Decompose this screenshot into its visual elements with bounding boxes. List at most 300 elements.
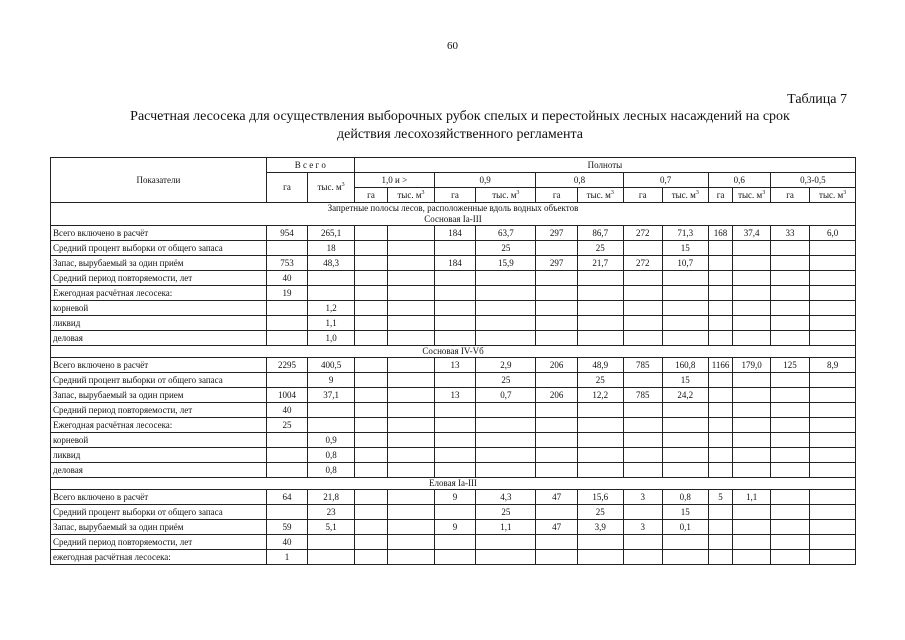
table-cell: [577, 535, 623, 550]
table-cell: 184: [434, 226, 475, 241]
table-cell: [662, 448, 708, 463]
zone-title: Запретные полосы лесов, расположенные вдоль водных объектов: [51, 203, 856, 215]
table-cell: 4,3: [476, 490, 536, 505]
table-cell: [770, 286, 809, 301]
table-cell: [810, 535, 856, 550]
table-cell: 0,8: [308, 463, 355, 478]
table-cell: [662, 433, 708, 448]
title-line-2: действия лесохозяйственного регламента: [336, 127, 583, 142]
row-label: Всего включено в расчёт: [51, 490, 267, 505]
table-cell: 1: [266, 550, 307, 565]
row-label: Средний процент выборки от общего запаса: [51, 373, 267, 388]
table-cell: [434, 505, 475, 520]
table-cell: 40: [266, 535, 307, 550]
table-cell: [476, 418, 536, 433]
table-cell: [536, 418, 577, 433]
table-cell: 15: [662, 505, 708, 520]
table-body: [51, 203, 856, 565]
row-label: ликвид: [51, 448, 267, 463]
table-cell: [810, 520, 856, 535]
table-cell: [623, 271, 662, 286]
table-cell: 1,1: [733, 490, 770, 505]
table-cell: [733, 433, 770, 448]
table-cell: [810, 433, 856, 448]
table-cell: [733, 286, 770, 301]
row-label: Всего включено в расчёт: [51, 226, 267, 241]
table-cell: [623, 403, 662, 418]
row-label: ежегодная расчётная лесосека:: [51, 550, 267, 565]
table-cell: [476, 535, 536, 550]
table-cell: [708, 316, 733, 331]
table-cell: [810, 388, 856, 403]
table-cell: [810, 463, 856, 478]
table-cell: [388, 358, 435, 373]
table-cell: 1,1: [476, 520, 536, 535]
table-cell: [708, 433, 733, 448]
table-cell: 297: [536, 226, 577, 241]
table-cell: 33: [770, 226, 809, 241]
sub-m3: тыс. $м^3$: [388, 188, 435, 203]
table-cell: [536, 331, 577, 346]
table-cell: [388, 388, 435, 403]
table-cell: 47: [536, 490, 577, 505]
table-cell: [770, 301, 809, 316]
table-cell: [388, 256, 435, 271]
table-number: Таблица 7: [787, 92, 847, 107]
table-cell: 21,7: [577, 256, 623, 271]
table-cell: [388, 520, 435, 535]
sub-m3: тыс. $м^3$: [662, 188, 708, 203]
table-cell: 21,8: [308, 490, 355, 505]
table-cell: 25: [476, 505, 536, 520]
table-cell: [434, 418, 475, 433]
table-cell: 1166: [708, 358, 733, 373]
table-row: [51, 463, 856, 478]
header-indicators: Показатели: [51, 158, 267, 203]
table-cell: 6,0: [810, 226, 856, 241]
table-cell: [434, 373, 475, 388]
table-cell: 71,3: [662, 226, 708, 241]
table-cell: [476, 316, 536, 331]
table-cell: 64: [266, 490, 307, 505]
table-cell: [810, 331, 856, 346]
table-cell: [388, 271, 435, 286]
sub-ha: га: [434, 188, 475, 203]
table-cell: 23: [308, 505, 355, 520]
table-cell: [266, 505, 307, 520]
table-cell: [770, 403, 809, 418]
table-cell: [434, 331, 475, 346]
row-label: корневой: [51, 433, 267, 448]
table-cell: [733, 388, 770, 403]
table-cell: [770, 550, 809, 565]
table-cell: [770, 490, 809, 505]
table-cell: [354, 448, 387, 463]
table-cell: 25: [476, 241, 536, 256]
table-cell: [810, 286, 856, 301]
table-cell: [623, 550, 662, 565]
table-cell: [810, 373, 856, 388]
header-row-1: [51, 158, 856, 173]
table-row: [51, 373, 856, 388]
table-cell: [577, 550, 623, 565]
header-group-3: 0,8: [536, 173, 623, 188]
table-cell: [733, 418, 770, 433]
table-cell: [476, 463, 536, 478]
table-cell: 206: [536, 358, 577, 373]
table-cell: [266, 433, 307, 448]
table-cell: 9: [308, 373, 355, 388]
table-cell: [770, 463, 809, 478]
table-title: [60, 108, 860, 144]
page-number: 60: [447, 40, 458, 52]
table-cell: [354, 520, 387, 535]
table-cell: 168: [708, 226, 733, 241]
table-cell: [388, 286, 435, 301]
table-cell: 125: [770, 358, 809, 373]
table-cell: 0,1: [662, 520, 708, 535]
table-cell: 1004: [266, 388, 307, 403]
table-cell: 37,1: [308, 388, 355, 403]
table-cell: [708, 505, 733, 520]
header-group-4: 0,7: [623, 173, 708, 188]
table-cell: 1,0: [308, 331, 355, 346]
table-cell: [536, 373, 577, 388]
table-cell: 2295: [266, 358, 307, 373]
table-cell: [266, 241, 307, 256]
table-cell: 47: [536, 520, 577, 535]
table-cell: [623, 463, 662, 478]
header-group-1: 1,0 и >: [354, 173, 434, 188]
table-cell: [266, 301, 307, 316]
sub-ha: га: [536, 188, 577, 203]
table-cell: [388, 418, 435, 433]
table-cell: [733, 373, 770, 388]
table-cell: [662, 403, 708, 418]
table-cell: 48,3: [308, 256, 355, 271]
table-cell: [708, 463, 733, 478]
table-cell: [577, 433, 623, 448]
table-cell: [770, 316, 809, 331]
table-cell: [770, 388, 809, 403]
table-cell: [662, 535, 708, 550]
table-cell: [708, 241, 733, 256]
table-cell: [708, 301, 733, 316]
row-label: деловая: [51, 463, 267, 478]
table-cell: 25: [577, 241, 623, 256]
table-cell: [733, 256, 770, 271]
table-cell: [308, 271, 355, 286]
table-cell: [476, 433, 536, 448]
table-row: [51, 388, 856, 403]
table-row: [51, 271, 856, 286]
table-cell: [476, 301, 536, 316]
table-row: [51, 241, 856, 256]
table-cell: [810, 403, 856, 418]
table-cell: 753: [266, 256, 307, 271]
table-cell: [434, 316, 475, 331]
table-cell: [733, 520, 770, 535]
table-cell: [388, 241, 435, 256]
table-cell: 3: [623, 520, 662, 535]
table-cell: 0,7: [476, 388, 536, 403]
row-label: Запас, вырубаемый за один приём: [51, 520, 267, 535]
table-cell: [623, 241, 662, 256]
table-cell: [810, 241, 856, 256]
table-cell: [810, 490, 856, 505]
table-cell: [308, 418, 355, 433]
table-cell: [536, 241, 577, 256]
table-cell: [354, 301, 387, 316]
table-cell: [577, 463, 623, 478]
table-cell: [733, 331, 770, 346]
row-label: ликвид: [51, 316, 267, 331]
sub-m3: тыс. $м^3$: [476, 188, 536, 203]
section-title-row: [51, 478, 856, 490]
table-cell: [577, 316, 623, 331]
table-cell: [733, 271, 770, 286]
table-cell: [434, 463, 475, 478]
table-cell: [623, 301, 662, 316]
table-cell: 13: [434, 388, 475, 403]
table-cell: 400,5: [308, 358, 355, 373]
table-cell: [733, 463, 770, 478]
table-cell: [770, 520, 809, 535]
table-cell: [476, 271, 536, 286]
table-cell: 5,1: [308, 520, 355, 535]
table-row: [51, 403, 856, 418]
table-cell: 5: [708, 490, 733, 505]
table-cell: [536, 316, 577, 331]
table-cell: 59: [266, 520, 307, 535]
table-cell: 265,1: [308, 226, 355, 241]
table-cell: [388, 316, 435, 331]
table-cell: 272: [623, 256, 662, 271]
table-cell: [354, 316, 387, 331]
table-cell: [733, 301, 770, 316]
section-title: Сосновая Ia-III: [51, 214, 856, 226]
table-cell: [623, 373, 662, 388]
table-row: [51, 490, 856, 505]
table-cell: [354, 331, 387, 346]
row-label: Средний период повторяемости, лет: [51, 403, 267, 418]
table-row: [51, 433, 856, 448]
table-cell: [354, 373, 387, 388]
table-cell: [354, 418, 387, 433]
table-cell: [476, 286, 536, 301]
title-line-1: Расчетная лесосека для осуществления выборочных рубок спелых и перестойных лесных насаждений на срок: [130, 109, 790, 124]
table-cell: [770, 448, 809, 463]
sub-ha: га: [770, 188, 809, 203]
table-cell: [434, 241, 475, 256]
table-cell: [708, 448, 733, 463]
table-cell: 785: [623, 388, 662, 403]
table-cell: [354, 463, 387, 478]
table-cell: [476, 403, 536, 418]
table-cell: [733, 403, 770, 418]
table-cell: [623, 448, 662, 463]
table-cell: [662, 301, 708, 316]
row-label: Ежегодная расчётная лесосека:: [51, 418, 267, 433]
table-cell: [434, 286, 475, 301]
row-label: Средний период повторяемости, лет: [51, 271, 267, 286]
table-cell: [708, 373, 733, 388]
table-cell: [434, 433, 475, 448]
row-label: Всего включено в расчёт: [51, 358, 267, 373]
table-cell: 2,9: [476, 358, 536, 373]
table-cell: [623, 286, 662, 301]
table-cell: [434, 271, 475, 286]
table-cell: [266, 316, 307, 331]
table-row: [51, 286, 856, 301]
table-cell: [354, 505, 387, 520]
table-cell: 12,2: [577, 388, 623, 403]
table-cell: [708, 271, 733, 286]
table-cell: [577, 418, 623, 433]
table-cell: 15: [662, 373, 708, 388]
row-label: Ежегодная расчётная лесосека:: [51, 286, 267, 301]
table-cell: [536, 271, 577, 286]
table-cell: [810, 448, 856, 463]
table-cell: 1,1: [308, 316, 355, 331]
table-cell: 37,4: [733, 226, 770, 241]
table-cell: [662, 463, 708, 478]
table-cell: [577, 448, 623, 463]
table-cell: [577, 301, 623, 316]
table-cell: 0,9: [308, 433, 355, 448]
table-cell: [388, 463, 435, 478]
table-cell: 19: [266, 286, 307, 301]
table-cell: [536, 403, 577, 418]
table-cell: 8,9: [810, 358, 856, 373]
row-label: Средний процент выборки от общего запаса: [51, 241, 267, 256]
table-cell: [388, 331, 435, 346]
table-cell: [577, 331, 623, 346]
row-label: Средний процент выборки от общего запаса: [51, 505, 267, 520]
table-cell: 297: [536, 256, 577, 271]
table-cell: [770, 418, 809, 433]
table-cell: [476, 448, 536, 463]
table-cell: [354, 490, 387, 505]
header-total-ha: га: [266, 173, 307, 203]
table-cell: [388, 301, 435, 316]
table-row: [51, 535, 856, 550]
table-cell: [708, 535, 733, 550]
table-cell: 18: [308, 241, 355, 256]
table-cell: 25: [476, 373, 536, 388]
table-cell: [623, 433, 662, 448]
table-cell: [266, 331, 307, 346]
row-label: корневой: [51, 301, 267, 316]
forest-cut-table: [50, 157, 856, 565]
table-cell: 10,7: [662, 256, 708, 271]
table-row: [51, 316, 856, 331]
table-row: [51, 256, 856, 271]
table-row: [51, 418, 856, 433]
table-cell: 3,9: [577, 520, 623, 535]
table-cell: [388, 373, 435, 388]
table-cell: 25: [266, 418, 307, 433]
table-cell: [354, 256, 387, 271]
table-cell: [733, 241, 770, 256]
row-label: Запас, вырубаемый за один приём: [51, 256, 267, 271]
table-cell: [662, 316, 708, 331]
table-cell: [623, 418, 662, 433]
table-cell: 15,9: [476, 256, 536, 271]
section-title-row: [51, 346, 856, 358]
table-cell: 184: [434, 256, 475, 271]
table-cell: [810, 301, 856, 316]
table-cell: 785: [623, 358, 662, 373]
table-cell: [354, 433, 387, 448]
header-group-5: 0,6: [708, 173, 770, 188]
sub-ha: га: [623, 188, 662, 203]
table-cell: [536, 505, 577, 520]
table-cell: [733, 316, 770, 331]
table-cell: [733, 550, 770, 565]
table-cell: [708, 388, 733, 403]
table-cell: 0,8: [662, 490, 708, 505]
sub-ha: га: [708, 188, 733, 203]
table-cell: [354, 241, 387, 256]
sub-m3: тыс. $м^3$: [733, 188, 770, 203]
table-cell: 86,7: [577, 226, 623, 241]
table-cell: [577, 403, 623, 418]
section-title: Сосновая IV-Vб: [51, 346, 856, 358]
table-cell: [623, 505, 662, 520]
table-cell: [536, 301, 577, 316]
table-cell: [810, 418, 856, 433]
table-cell: [708, 418, 733, 433]
table-cell: 40: [266, 403, 307, 418]
table-cell: [770, 331, 809, 346]
table-cell: [733, 505, 770, 520]
table-cell: [708, 286, 733, 301]
table-cell: [354, 358, 387, 373]
table-cell: 25: [577, 505, 623, 520]
table-row: [51, 520, 856, 535]
table-cell: [388, 448, 435, 463]
table-cell: [770, 271, 809, 286]
table-cell: [623, 316, 662, 331]
table-cell: [708, 520, 733, 535]
table-cell: [733, 535, 770, 550]
table-cell: [434, 550, 475, 565]
table-cell: [662, 271, 708, 286]
table-cell: [770, 241, 809, 256]
table-cell: [354, 550, 387, 565]
table-cell: [577, 286, 623, 301]
table-cell: [623, 331, 662, 346]
table-cell: [810, 550, 856, 565]
table-cell: [354, 388, 387, 403]
sub-ha: га: [354, 188, 387, 203]
table-cell: [733, 448, 770, 463]
sub-m3: тыс. $м^3$: [577, 188, 623, 203]
table-cell: [308, 535, 355, 550]
table-cell: [388, 535, 435, 550]
table-cell: [536, 463, 577, 478]
table-cell: [476, 550, 536, 565]
table-cell: [770, 505, 809, 520]
table-cell: [662, 418, 708, 433]
table-cell: [266, 448, 307, 463]
table-cell: 954: [266, 226, 307, 241]
table-cell: 0,8: [308, 448, 355, 463]
table-cell: [536, 550, 577, 565]
row-label: Средний период повторяемости, лет: [51, 535, 267, 550]
row-label: деловая: [51, 331, 267, 346]
